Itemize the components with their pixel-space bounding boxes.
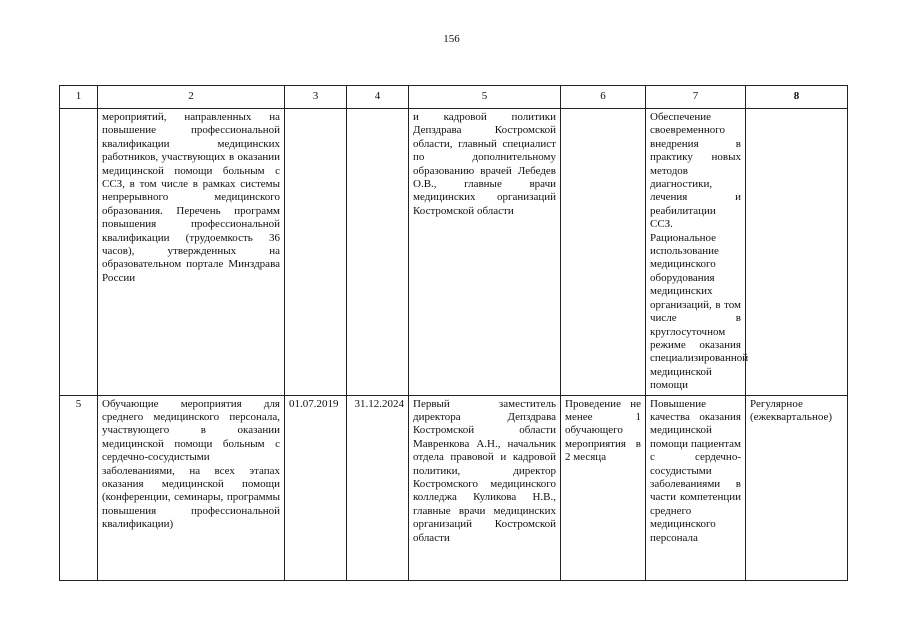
cell-number [60,109,98,396]
cell-measure-name: Обучающие мероприятия для среднего медицинского персонала, участвующего в оказании медицинской помощи больным с сердечно-сосудистыми заболеваниями, на всех этапах оказания медицинской помощи (конференции, семинары, программы повышения профессиональной квалификации) [98,395,285,580]
page-number: 156 [443,33,460,45]
cell-result: Повышение качества оказания медицинской помощи пациентам с сердечно-сосудистыми заболеваниями в части компетенции среднего медицинского персонала [646,395,746,580]
cell-frequency [746,109,848,396]
cell-result: Обеспечение своевременного внедрения в практику новых методов диагностики, лечения и реабилитации ССЗ. Рациональное использование медицинского оборудования медицинских организаций, в том числе в круглосуточном режиме оказания специализированной медицинской помощи [646,109,746,396]
table-row-continuation [60,109,848,396]
cell-responsible: и кадровой политики Депздрава Костромской области, главный специалист по дополнительному образованию врачей Лебедев О.В., главные врачи медицинских организаций Костромской области [409,109,561,396]
cell-start-date [285,109,347,396]
header-col-4: 4 [347,86,409,109]
header-col-1: 1 [60,86,98,109]
table-row-5 [60,395,848,580]
cell-responsible: Первый заместитель директора Депздрава Костромской области Мавренкова А.Н., начальник отдела правовой и кадровой политики, директор Костромского медицинского колледжа Куликова Н.В., главные врачи медицинских организаций Костромской области [409,395,561,580]
cell-number: 5 [60,395,98,580]
header-col-8: 8 [746,86,848,109]
measures-table [59,85,848,581]
cell-measure-name: мероприятий, направленных на повышение профессиональной квалификации медицинских работников, участвующих в оказании медицинской помощи больным с ССЗ, в том числе в рамках системы непрерывного медицинского образования. Перечень программ повышения профессиональной квалификации (трудоемкость 36 часов), утвержденных на образовательном портале Минздрава России [98,109,285,396]
cell-indicator: Проведение не менее 1 обучающего мероприятия в 2 месяца [561,395,646,580]
table-header-row [60,86,848,109]
cell-end-date: 31.12.2024 [347,395,409,580]
header-col-3: 3 [285,86,347,109]
header-col-2: 2 [98,86,285,109]
cell-end-date [347,109,409,396]
header-col-7: 7 [646,86,746,109]
header-col-5: 5 [409,86,561,109]
cell-start-date: 01.07.2019 [285,395,347,580]
cell-frequency: Регулярное (ежеквартальное) [746,395,848,580]
header-col-6: 6 [561,86,646,109]
cell-indicator [561,109,646,396]
